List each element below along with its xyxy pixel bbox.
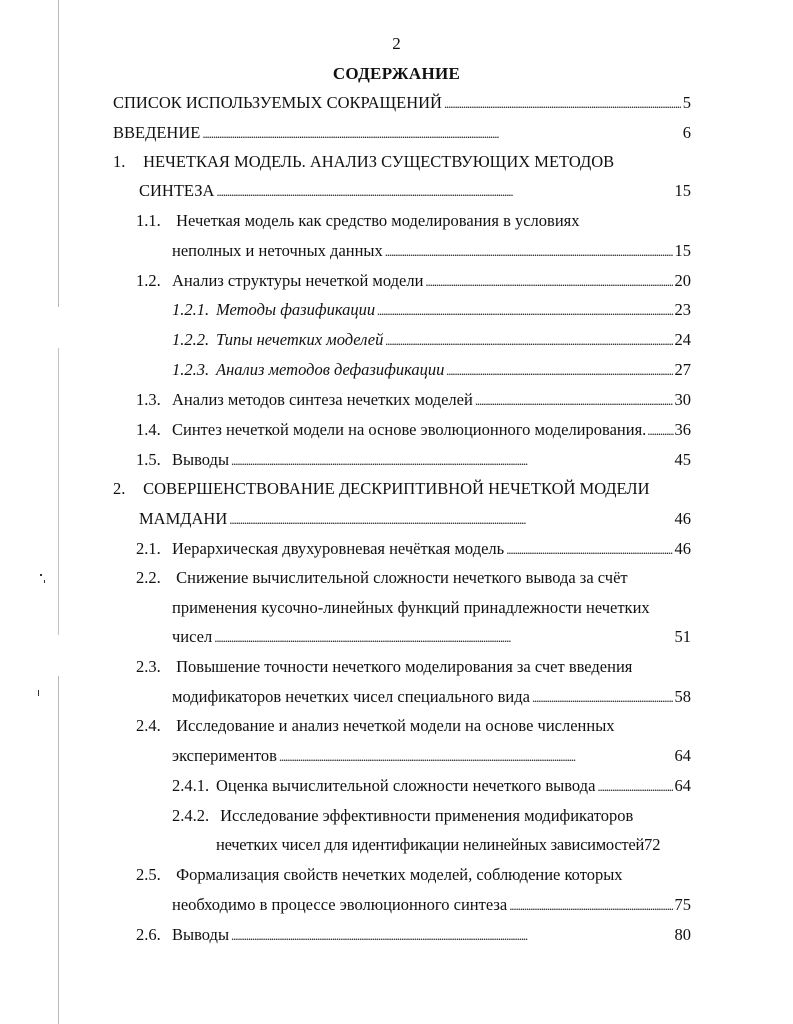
toc-entry-title-cont: применения кусочно-линейных функций принадлежности нечетких bbox=[172, 598, 650, 617]
toc-entry-title: ВВЕДЕНИЕ bbox=[113, 123, 201, 142]
toc-entry-number: 1.2.3. bbox=[172, 360, 210, 379]
page-number: 2 bbox=[392, 34, 401, 53]
toc-entry-1-2-1[interactable] bbox=[172, 299, 691, 321]
toc-entry-title: Выводы bbox=[172, 925, 230, 944]
toc-entry-2-2-cont2[interactable] bbox=[172, 626, 691, 648]
toc-entry-2-2[interactable] bbox=[136, 567, 628, 589]
toc-entry-number: 1.3. bbox=[136, 390, 161, 409]
toc-entry-number: 2.1. bbox=[136, 539, 161, 558]
toc-entry-page: 45 bbox=[674, 450, 691, 469]
toc-entry-page: 30 bbox=[674, 390, 691, 409]
toc-entry-chapter-1-cont[interactable] bbox=[139, 180, 691, 202]
toc-entry-page: 75 bbox=[674, 895, 691, 914]
toc-entry-number: 2.4.1. bbox=[172, 776, 210, 795]
dot-leader bbox=[425, 270, 672, 293]
toc-entry-2-5[interactable] bbox=[136, 864, 623, 886]
toc-entry-page: 64 bbox=[674, 746, 691, 765]
toc-heading: СОДЕРЖАНИЕ bbox=[332, 64, 461, 83]
toc-entry-number: 2.3. bbox=[136, 657, 161, 676]
toc-entry-page: 80 bbox=[674, 925, 691, 944]
toc-entry-title-cont: неполных и неточных данных bbox=[172, 241, 383, 260]
dot-leader bbox=[216, 180, 672, 203]
toc-entry-2-4-cont[interactable] bbox=[172, 745, 691, 767]
toc-entry-2-3[interactable] bbox=[136, 656, 632, 678]
toc-entry-number: 2.2. bbox=[136, 568, 161, 587]
toc-entry-page: 46 bbox=[674, 539, 691, 558]
toc-entry-title: Формализация свойств нечетких моделей, соблюдение которых bbox=[176, 865, 623, 884]
toc-entry-title: Исследование эффективности применения модификаторов bbox=[220, 806, 634, 825]
toc-entry-title: Анализ структуры нечеткой модели bbox=[172, 271, 424, 290]
dot-leader bbox=[506, 538, 672, 561]
dot-leader bbox=[446, 359, 672, 382]
toc-entry-title-cont: МАМДАНИ bbox=[139, 509, 228, 528]
toc-entry-2-2-cont[interactable] bbox=[172, 597, 650, 619]
toc-entry-page: 36 bbox=[674, 420, 691, 439]
toc-entry-1-5[interactable] bbox=[136, 449, 691, 471]
dot-leader bbox=[231, 449, 672, 472]
toc-entry-1-4[interactable] bbox=[136, 419, 691, 441]
toc-entry-title-cont: модификаторов нечетких чисел специального вида bbox=[172, 687, 530, 706]
toc-entry-title: НЕЧЕТКАЯ МОДЕЛЬ. АНАЛИЗ СУЩЕСТВУЮЩИХ МЕТОДОВ bbox=[143, 152, 615, 171]
dot-leader bbox=[385, 329, 672, 352]
toc-entry-1-2-3[interactable] bbox=[172, 359, 691, 381]
toc-entry-title: Нечеткая модель как средство моделирования в условиях bbox=[176, 211, 580, 230]
toc-entry-page: 5 bbox=[682, 93, 691, 112]
toc-entry-page: 27 bbox=[674, 360, 691, 379]
toc-entry-title: Исследование и анализ нечеткой модели на основе численных bbox=[176, 716, 615, 735]
toc-entry-chapter-1[interactable] bbox=[113, 151, 614, 173]
toc-entry-number: 1.4. bbox=[136, 420, 161, 439]
toc-entry-page: 20 bbox=[674, 271, 691, 290]
toc-entry-page: 51 bbox=[674, 627, 691, 646]
toc-entry-title: Анализ методов дефазификации bbox=[216, 360, 445, 379]
dot-leader bbox=[279, 745, 673, 768]
toc-entry-introduction[interactable] bbox=[113, 122, 691, 144]
toc-entry-number: 2.6. bbox=[136, 925, 161, 944]
toc-entry-title: Иерархическая двухуровневая нечёткая модель bbox=[172, 539, 505, 558]
toc-entry-chapter-2[interactable] bbox=[113, 478, 650, 500]
toc-entry-page: 23 bbox=[674, 300, 691, 319]
toc-entry-page: 24 bbox=[674, 330, 691, 349]
toc-entry-1-2-2[interactable] bbox=[172, 329, 691, 351]
toc-entry-number: 2.4. bbox=[136, 716, 161, 735]
toc-entry-2-4-2[interactable] bbox=[172, 805, 633, 827]
toc-entry-title: Анализ методов синтеза нечетких моделей bbox=[172, 390, 473, 409]
toc-entry-number: 1. bbox=[113, 152, 126, 171]
toc-entry-page: 58 bbox=[674, 687, 691, 706]
toc-entry-title: СОВЕРШЕНСТВОВАНИЕ ДЕСКРИПТИВНОЙ НЕЧЕТКОЙ МОДЕЛИ bbox=[143, 479, 650, 498]
dot-leader bbox=[509, 894, 672, 917]
toc-entry-2-3-cont[interactable] bbox=[172, 686, 691, 708]
toc-entry-2-4-2-cont[interactable] bbox=[216, 834, 661, 856]
toc-entry-number: 2.4.2. bbox=[172, 806, 210, 825]
toc-entry-title: Повышение точности нечеткого моделирования за счет введения bbox=[176, 657, 633, 676]
toc-entry-1-1[interactable] bbox=[136, 210, 580, 232]
toc-entry-abbreviations[interactable] bbox=[113, 92, 691, 114]
toc-entry-title: Снижение вычислительной сложности нечеткого вывода за счёт bbox=[176, 568, 628, 587]
toc-entry-page: 72 bbox=[644, 835, 661, 854]
dot-leader bbox=[444, 92, 681, 115]
toc-entry-number: 1.2.1. bbox=[172, 300, 210, 319]
toc-entry-title: Выводы bbox=[172, 450, 230, 469]
toc-entry-1-3[interactable] bbox=[136, 389, 691, 411]
dot-leader bbox=[475, 389, 673, 412]
toc-entry-number: 1.2.2. bbox=[172, 330, 210, 349]
toc-entry-title-cont: чисел bbox=[172, 627, 213, 646]
dot-leader bbox=[214, 626, 672, 649]
toc-entry-1-1-cont[interactable] bbox=[172, 240, 691, 262]
toc-entry-title-cont: СИНТЕЗА bbox=[139, 181, 215, 200]
toc-entry-chapter-2-cont[interactable] bbox=[139, 508, 691, 530]
dot-leader bbox=[647, 419, 673, 442]
dot-leader bbox=[532, 686, 673, 709]
toc-entry-title: СПИСОК ИСПОЛЬЗУЕМЫХ СОКРАЩЕНИЙ bbox=[113, 93, 442, 112]
toc-entry-number: 1.2. bbox=[136, 271, 161, 290]
toc-entry-title: Оценка вычислительной сложности нечеткого вывода bbox=[216, 776, 596, 795]
toc-entry-number: 2. bbox=[113, 479, 126, 498]
dot-leader bbox=[385, 240, 673, 263]
toc-entry-page: 15 bbox=[674, 241, 691, 260]
toc-entry-2-4[interactable] bbox=[136, 715, 615, 737]
dot-leader bbox=[229, 508, 672, 531]
toc-entry-title-cont: экспериментов bbox=[172, 746, 277, 765]
toc-entry-1-2[interactable] bbox=[136, 270, 691, 292]
toc-entry-number: 2.5. bbox=[136, 865, 161, 884]
toc-entry-2-1[interactable] bbox=[136, 538, 691, 560]
dot-leader bbox=[231, 924, 672, 947]
toc-entry-2-6[interactable] bbox=[136, 924, 691, 946]
toc-entry-title: Типы нечетких моделей bbox=[216, 330, 384, 349]
toc-entry-title: Синтез нечеткой модели на основе эволюционного моделирования. bbox=[172, 420, 647, 439]
dot-leader bbox=[377, 299, 672, 322]
dot-leader bbox=[202, 122, 680, 145]
dot-leader bbox=[597, 775, 672, 798]
toc-entry-title-cont: необходимо в процессе эволюционного синтеза bbox=[172, 895, 508, 914]
toc-entry-page: 46 bbox=[674, 509, 691, 528]
toc-entry-page: 64 bbox=[674, 776, 691, 795]
toc-entry-page: 6 bbox=[682, 123, 691, 142]
toc-entry-number: 1.1. bbox=[136, 211, 161, 230]
toc-entry-2-4-1[interactable] bbox=[172, 775, 691, 797]
toc-entry-title: Методы фазификации bbox=[216, 300, 376, 319]
toc-entry-number: 1.5. bbox=[136, 450, 161, 469]
toc-entry-2-5-cont[interactable] bbox=[172, 894, 691, 916]
toc-entry-page: 15 bbox=[674, 181, 691, 200]
toc-entry-title-cont: нечетких чисел для идентификации нелинейных зависимостей bbox=[216, 835, 645, 854]
